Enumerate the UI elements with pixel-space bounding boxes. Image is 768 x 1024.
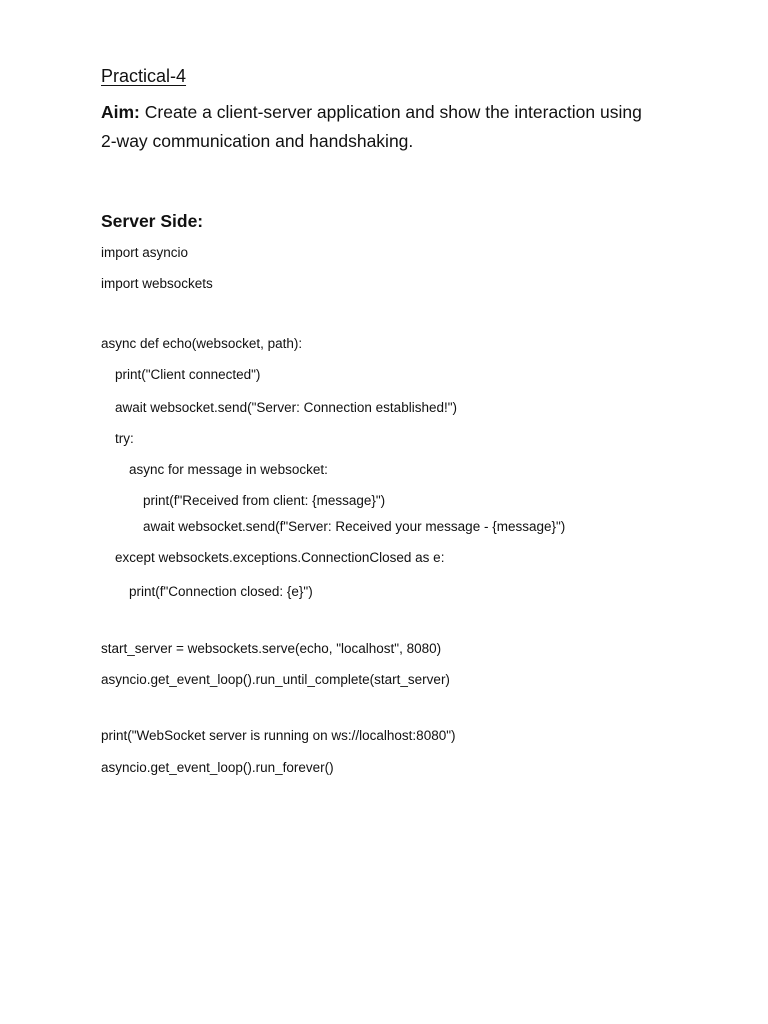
code-line: try: <box>115 431 134 446</box>
code-line: print(f"Received from client: {message}") <box>143 493 386 508</box>
aim-label: Aim: <box>101 102 140 122</box>
code-line: import websockets <box>101 276 213 291</box>
aim-paragraph <box>101 98 661 156</box>
code-line: asyncio.get_event_loop().run_forever() <box>101 760 334 775</box>
practical-title: Practical-4 <box>101 66 187 86</box>
code-line: await websocket.send("Server: Connection established!") <box>115 400 458 415</box>
aim-text: Create a client-server application and show the interaction using 2-way communication and handshaking. <box>101 102 642 151</box>
code-line: except websockets.exceptions.ConnectionClosed as e: <box>115 550 445 565</box>
code-line: import asyncio <box>101 245 189 260</box>
code-line: start_server = websockets.serve(echo, "localhost", 8080) <box>101 641 442 656</box>
code-line: async def echo(websocket, path): <box>101 336 303 351</box>
code-line: print("WebSocket server is running on ws://localhost:8080") <box>101 728 456 743</box>
code-line: print("Client connected") <box>115 367 261 382</box>
code-line: asyncio.get_event_loop().run_until_complete(start_server) <box>101 672 450 687</box>
code-line: async for message in websocket: <box>129 462 328 477</box>
server-side-heading: Server Side: <box>101 211 204 231</box>
code-line: print(f"Connection closed: {e}") <box>129 584 313 599</box>
code-line: await websocket.send(f"Server: Received your message - {message}") <box>143 519 566 534</box>
